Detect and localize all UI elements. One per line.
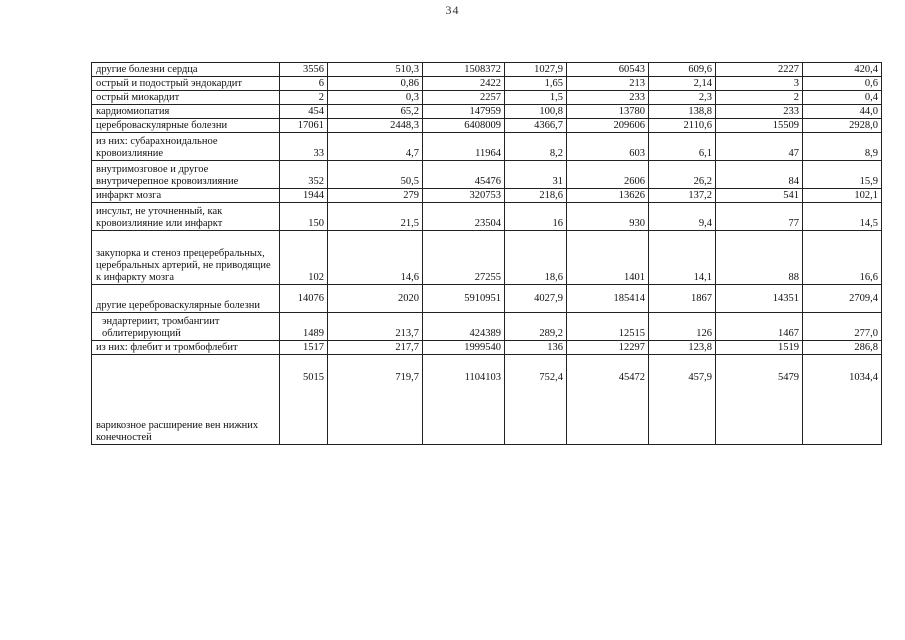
row-label: острый и подострый эндокардит	[92, 77, 280, 91]
cell: 4366,7	[505, 119, 567, 133]
row-label: варикозное расширение вен нижних конечностей	[92, 355, 280, 445]
cell: 14076	[280, 285, 328, 313]
cell: 279	[328, 189, 423, 203]
cell: 320753	[423, 189, 505, 203]
cell: 6	[280, 77, 328, 91]
cell: 27255	[423, 231, 505, 285]
cell: 609,6	[649, 63, 716, 77]
cell: 6,1	[649, 133, 716, 161]
cell: 26,2	[649, 161, 716, 189]
cell: 77	[716, 203, 803, 231]
cell: 14,1	[649, 231, 716, 285]
cell: 100,8	[505, 105, 567, 119]
cell: 9,4	[649, 203, 716, 231]
cell: 23504	[423, 203, 505, 231]
cell: 185414	[567, 285, 649, 313]
table-row	[92, 77, 882, 91]
cell: 16,6	[803, 231, 882, 285]
row-label: цереброваскулярные болезни	[92, 119, 280, 133]
cell: 16	[505, 203, 567, 231]
cell: 2	[716, 91, 803, 105]
cell: 1519	[716, 341, 803, 355]
cell: 13780	[567, 105, 649, 119]
row-label: эндартериит, тромбангиит облитерирующий	[92, 313, 280, 341]
cell: 65,2	[328, 105, 423, 119]
page-number: 34	[445, 3, 460, 17]
cell: 0,86	[328, 77, 423, 91]
cell: 1401	[567, 231, 649, 285]
cell: 2448,3	[328, 119, 423, 133]
cell: 2020	[328, 285, 423, 313]
cell: 138,8	[649, 105, 716, 119]
cell: 2928,0	[803, 119, 882, 133]
cell: 1489	[280, 313, 328, 341]
cell: 17061	[280, 119, 328, 133]
cell: 2422	[423, 77, 505, 91]
cell: 4,7	[328, 133, 423, 161]
cell: 147959	[423, 105, 505, 119]
row-label: острый миокардит	[92, 91, 280, 105]
cell: 2257	[423, 91, 505, 105]
cell: 102	[280, 231, 328, 285]
cell: 84	[716, 161, 803, 189]
cell: 424389	[423, 313, 505, 341]
cell: 15,9	[803, 161, 882, 189]
cell: 18,6	[505, 231, 567, 285]
cell: 0,4	[803, 91, 882, 105]
row-label: другие болезни сердца	[92, 63, 280, 77]
table-row	[92, 231, 882, 285]
cell: 1,65	[505, 77, 567, 91]
cell: 4027,9	[505, 285, 567, 313]
cell: 1999540	[423, 341, 505, 355]
cell: 2606	[567, 161, 649, 189]
cell: 5479	[716, 355, 803, 445]
row-label: кардиомиопатия	[92, 105, 280, 119]
cell: 0,6	[803, 77, 882, 91]
table-row	[92, 313, 882, 341]
table-row	[92, 355, 882, 445]
cell: 15509	[716, 119, 803, 133]
cell: 14,6	[328, 231, 423, 285]
cell: 88	[716, 231, 803, 285]
row-label: закупорка и стеноз прецеребральных, церебральных артерий, не приводящие к инфаркту мозга	[92, 231, 280, 285]
cell: 454	[280, 105, 328, 119]
cell: 8,2	[505, 133, 567, 161]
cell: 45476	[423, 161, 505, 189]
cell: 2110,6	[649, 119, 716, 133]
cell: 8,9	[803, 133, 882, 161]
table-row	[92, 203, 882, 231]
table-row	[92, 91, 882, 105]
cell: 11964	[423, 133, 505, 161]
cell: 1027,9	[505, 63, 567, 77]
cell: 1,5	[505, 91, 567, 105]
cell: 47	[716, 133, 803, 161]
cell: 930	[567, 203, 649, 231]
cell: 289,2	[505, 313, 567, 341]
cell: 541	[716, 189, 803, 203]
table-row	[92, 341, 882, 355]
cell: 1517	[280, 341, 328, 355]
table-row	[92, 63, 882, 77]
cell: 1104103	[423, 355, 505, 445]
cell: 126	[649, 313, 716, 341]
cell: 752,4	[505, 355, 567, 445]
cell: 1867	[649, 285, 716, 313]
row-label: из них: субарахноидальное кровоизлияние	[92, 133, 280, 161]
cell: 286,8	[803, 341, 882, 355]
cell: 457,9	[649, 355, 716, 445]
cell: 0,3	[328, 91, 423, 105]
cell: 44,0	[803, 105, 882, 119]
cell: 2227	[716, 63, 803, 77]
cell: 2	[280, 91, 328, 105]
cell: 3556	[280, 63, 328, 77]
cell: 209606	[567, 119, 649, 133]
statistics-table	[91, 62, 882, 445]
cell: 45472	[567, 355, 649, 445]
cell: 50,5	[328, 161, 423, 189]
cell: 13626	[567, 189, 649, 203]
cell: 136	[505, 341, 567, 355]
table-row	[92, 285, 882, 313]
cell: 137,2	[649, 189, 716, 203]
cell: 123,8	[649, 341, 716, 355]
cell: 6408009	[423, 119, 505, 133]
cell: 719,7	[328, 355, 423, 445]
cell: 1508372	[423, 63, 505, 77]
cell: 21,5	[328, 203, 423, 231]
cell: 233	[567, 91, 649, 105]
row-label: из них: флебит и тромбофлебит	[92, 341, 280, 355]
table-row	[92, 119, 882, 133]
cell: 12515	[567, 313, 649, 341]
cell: 150	[280, 203, 328, 231]
cell: 213,7	[328, 313, 423, 341]
table-row	[92, 105, 882, 119]
cell: 1467	[716, 313, 803, 341]
cell: 102,1	[803, 189, 882, 203]
row-label: инфаркт мозга	[92, 189, 280, 203]
cell: 14,5	[803, 203, 882, 231]
cell: 12297	[567, 341, 649, 355]
cell: 3	[716, 77, 803, 91]
table-row	[92, 133, 882, 161]
cell: 33	[280, 133, 328, 161]
cell: 14351	[716, 285, 803, 313]
cell: 420,4	[803, 63, 882, 77]
row-label: инсульт, не уточненный, как кровоизлияние или инфаркт	[92, 203, 280, 231]
cell: 217,7	[328, 341, 423, 355]
cell: 213	[567, 77, 649, 91]
cell: 2,3	[649, 91, 716, 105]
cell: 2,14	[649, 77, 716, 91]
cell: 603	[567, 133, 649, 161]
cell: 60543	[567, 63, 649, 77]
cell: 218,6	[505, 189, 567, 203]
row-label: внутримозговое и другое внутричерепное кровоизлияние	[92, 161, 280, 189]
table-row	[92, 189, 882, 203]
cell: 1034,4	[803, 355, 882, 445]
cell: 277,0	[803, 313, 882, 341]
cell: 1944	[280, 189, 328, 203]
cell: 352	[280, 161, 328, 189]
cell: 510,3	[328, 63, 423, 77]
cell: 233	[716, 105, 803, 119]
cell: 5910951	[423, 285, 505, 313]
cell: 31	[505, 161, 567, 189]
cell: 2709,4	[803, 285, 882, 313]
row-label: другие цереброваскулярные болезни	[92, 285, 280, 313]
cell: 5015	[280, 355, 328, 445]
table-row	[92, 161, 882, 189]
